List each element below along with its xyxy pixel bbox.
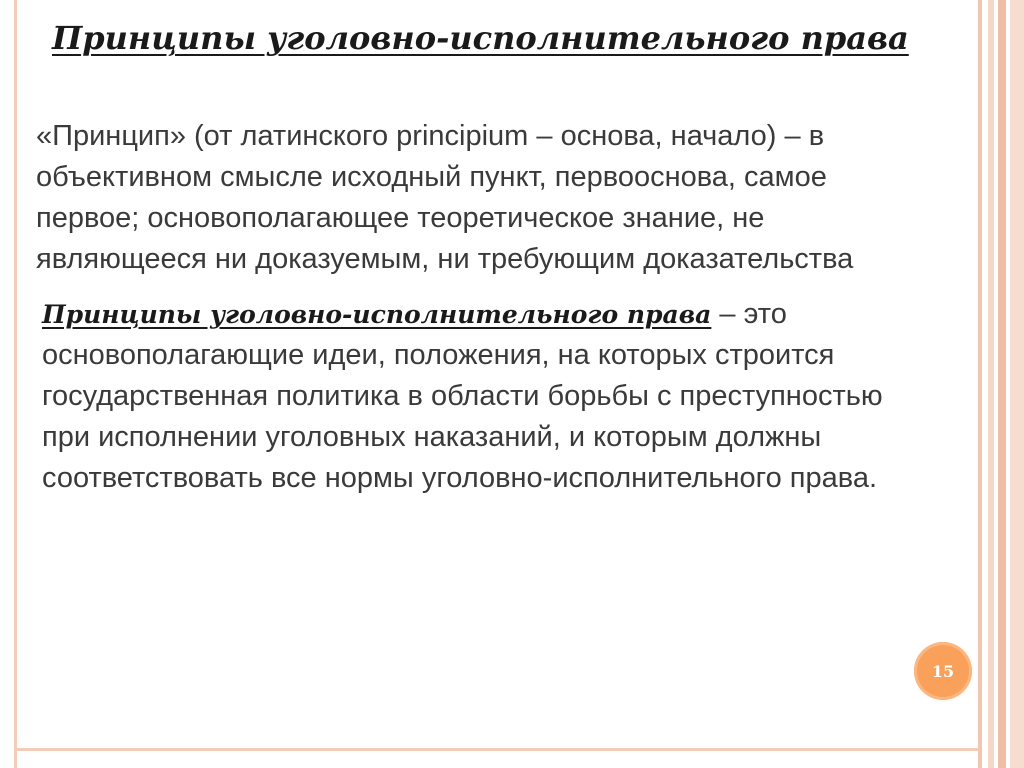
decorative-stripe [988, 0, 994, 768]
slide-title: Принципы уголовно-исполнительного права [52, 19, 909, 57]
decorative-stripe [978, 0, 982, 768]
principle-definition-paragraph: «Принцип» (от латинского principium – основа, начало) – в объективном смысле исходный пункт, первооснова, самое первое; основополагающее теоретическое знание, не являющееся ни доказуемым, ни требующим доказательства [36, 120, 854, 275]
decorative-stripe [998, 0, 1006, 768]
page-number-badge: 15 [914, 642, 972, 700]
principles-definition-paragraph [42, 294, 922, 499]
frame-bottom-line [14, 748, 982, 751]
definition-text: – это основополагающие идеи, положения, на которых строится государственная политика в области борьбы с преступностью при исполнении уголовных наказаний, и которым должны соответствовать все нормы уголовно-исполнительного права. [42, 298, 883, 494]
defined-term: Принципы уголовно-исполнительного права [42, 300, 712, 329]
frame-left-line [14, 0, 17, 768]
decorative-stripe [1010, 0, 1024, 768]
